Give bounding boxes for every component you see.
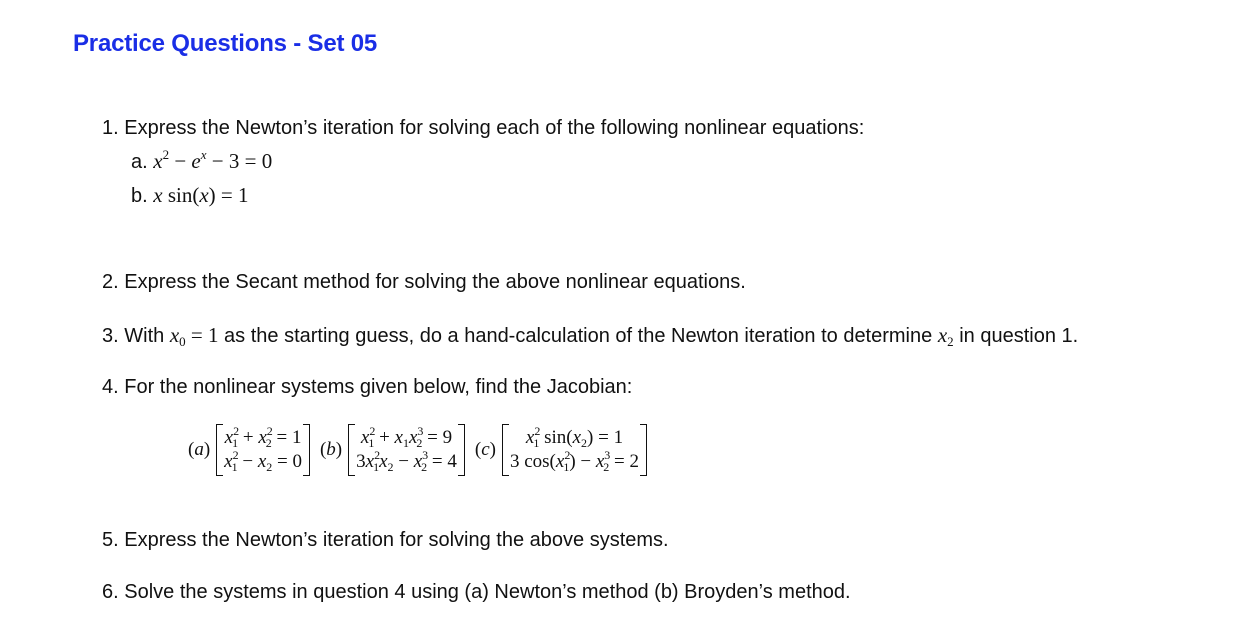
initial-guess-math: $x_0 = 1$ bbox=[169, 323, 219, 349]
question-1 bbox=[102, 117, 864, 140]
question-6 bbox=[102, 581, 851, 604]
question-text: as the starting guess, do a hand-calculation of the Newton iteration to determine bbox=[224, 325, 933, 347]
systems-of-equations bbox=[188, 424, 657, 476]
system-b-matrix: $x^2_1 + x_1x^3_2 = 9$ $3x^2_1x_2 - x^3_2 = 4$ bbox=[348, 424, 465, 476]
question-text: Express the Newton’s iteration for solving each of the following nonlinear equations: bbox=[124, 117, 865, 139]
sub-label: a. bbox=[131, 151, 148, 173]
question-4 bbox=[102, 376, 632, 399]
question-1a bbox=[131, 149, 272, 174]
question-text: Solve the systems in question 4 using (a) Newton’s method (b) Broyden’s method. bbox=[124, 581, 851, 603]
equation-1b: x sin(x) = 1 bbox=[153, 183, 249, 207]
sub-label: b. bbox=[131, 185, 148, 207]
question-text: With bbox=[124, 325, 165, 347]
system-c-matrix: $x^2_1$ $\sin(x_2) = 1$ 3 $\cos(x^2_1) - x^3_2 = 2$ bbox=[502, 424, 647, 476]
question-number: 2. bbox=[102, 271, 119, 293]
question-text: in question 1. bbox=[959, 325, 1079, 347]
system-label-b: (b) bbox=[319, 439, 343, 460]
question-text: For the nonlinear systems given below, find the Jacobian: bbox=[124, 376, 633, 398]
question-2 bbox=[102, 271, 746, 294]
question-number: 4. bbox=[102, 376, 119, 398]
page-title: Practice Questions - Set 05 bbox=[73, 30, 378, 57]
question-text: Express the Secant method for solving the above nonlinear equations. bbox=[124, 271, 746, 293]
question-number: 5. bbox=[102, 529, 119, 551]
question-1b bbox=[131, 183, 249, 208]
system-label-a: (a) bbox=[188, 439, 211, 460]
question-number: 1. bbox=[102, 117, 119, 139]
target-variable-math: $x_2$ bbox=[937, 323, 954, 349]
equation-1a: $x^2 - e^x - 3 = 0$ bbox=[153, 147, 273, 173]
question-number: 3. bbox=[102, 325, 119, 347]
system-label-c: (c) bbox=[474, 439, 496, 460]
system-a-matrix: $x^2_1 + x^2_2 = 1$ $x^2_1 - x_2 = 0$ bbox=[216, 424, 310, 476]
question-3 bbox=[102, 323, 1078, 348]
question-number: 6. bbox=[102, 581, 119, 603]
question-text: Express the Newton’s iteration for solving the above systems. bbox=[124, 529, 669, 551]
question-5 bbox=[102, 529, 669, 552]
